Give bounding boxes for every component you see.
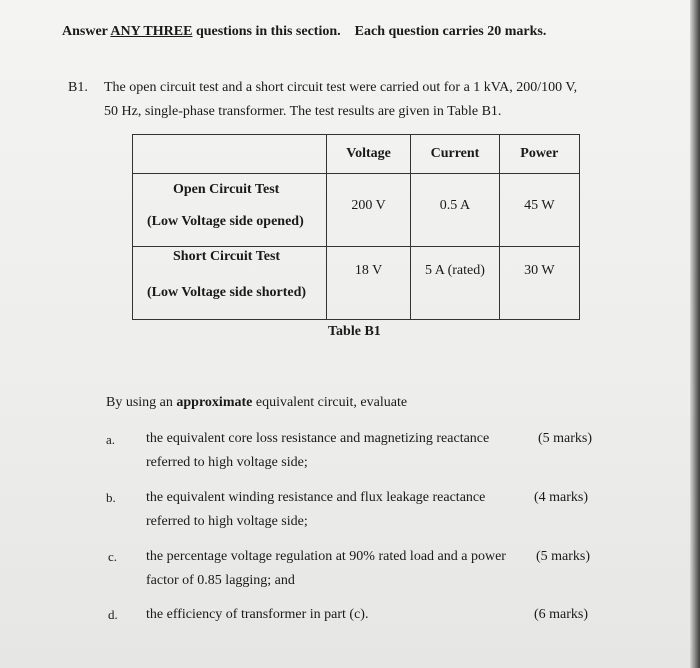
marks-note: Each question carries 20 marks. [354,24,547,39]
question-text-line-2: 50 Hz, single-phase transformer. The test results are given in Table B1. [104,104,502,119]
instruction-intro [106,395,407,411]
table-row [133,174,580,247]
cell-voltage: 200 V [326,174,410,247]
part-label-d: d. [108,607,118,622]
column-header-voltage: Voltage [326,135,410,174]
question-number: B1. [68,80,88,95]
part-b-line-1: the equivalent winding resistance and flux leakage reactance [146,490,486,505]
part-label-a: a. [106,432,116,447]
section-instructions [62,24,546,40]
part-a-line-1: the equivalent core loss resistance and magnetizing reactance [146,431,490,446]
test-results-table [132,134,580,320]
row-subtitle: (Low Voltage side opened) [147,214,304,229]
cell-voltage: 18 V [326,247,410,320]
table-caption: Table B1 [328,324,381,339]
cell-power: 30 W [499,247,579,320]
row-label-short-circuit [133,247,327,320]
part-c-line-2: factor of 0.85 lagging; and [146,573,295,588]
part-b-line-2: referred to high voltage side; [146,514,308,529]
question-text-line-1: The open circuit test and a short circuit test were carried out for a 1 kVA, 200/100 V, [104,80,578,95]
part-d-line-1: the efficiency of transformer in part (c). [146,607,369,622]
part-a-line-2: referred to high voltage side; [146,455,308,470]
instruction-suffix: questions in this section. [192,24,341,39]
table-row [133,247,580,320]
table-corner-cell [133,135,327,174]
part-label-b: b. [106,490,116,505]
cell-current: 5 A (rated) [411,247,499,320]
table-header-row [133,135,580,174]
row-title: Short Circuit Test [173,249,281,264]
row-label-open-circuit [133,174,327,247]
intro-text-before: By using an [106,395,177,410]
any-three-emphasis: ANY THREE [110,24,193,39]
cell-power: 45 W [499,174,579,247]
part-c-marks: (5 marks) [536,549,591,564]
column-header-power: Power [499,135,579,174]
part-b-marks: (4 marks) [534,490,589,505]
row-title: Open Circuit Test [173,182,280,197]
column-header-current: Current [411,135,499,174]
part-c-line-1: the percentage voltage regulation at 90% rated load and a power [146,549,506,564]
instruction-prefix: Answer [62,24,111,39]
cell-current: 0.5 A [411,174,499,247]
intro-text-after: equivalent circuit, evaluate [252,395,408,410]
row-subtitle: (Low Voltage side shorted) [147,285,307,300]
page-edge-shadow [690,0,700,668]
part-d-marks: (6 marks) [534,607,589,622]
part-a-marks: (5 marks) [538,431,593,446]
part-label-c: c. [108,549,118,564]
intro-emphasis: approximate [176,395,253,410]
